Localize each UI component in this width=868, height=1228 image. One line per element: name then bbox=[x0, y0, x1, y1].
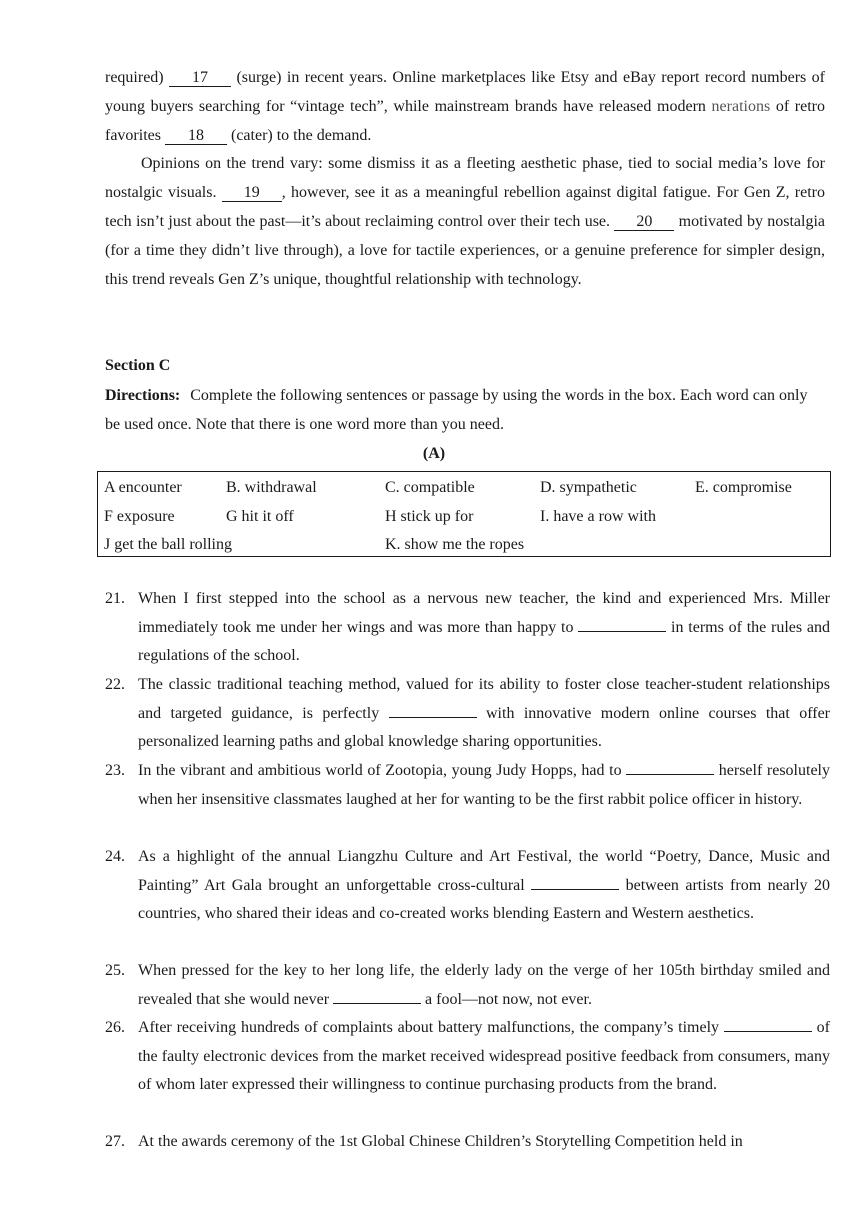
directions bbox=[105, 381, 825, 439]
word-option: E. compromise bbox=[695, 479, 792, 496]
question-24: 24. As a highlight of the annual Liangzhu Culture and Art Festival, the world “Poetry, Dance, Music and Painting” Art Gala brought an unforgettable cross-cultural between artists from nearly 20 countries, who shared their ideas and co-created works blending Eastern and Western aesthetics. bbox=[105, 848, 830, 922]
answer-blank[interactable] bbox=[578, 615, 666, 632]
word-option: J get the ball rolling bbox=[104, 536, 232, 553]
word-box bbox=[97, 471, 831, 557]
passage-paragraph-2: Opinions on the trend vary: some dismiss it as a fleeting aesthetic phase, tied to social media’s love for nostalgic visuals. 19 , however, see it as a meaningful rebellion against digital fatigue. For Gen Z, retro tech isn’t just about the past—it’s about reclaiming control over their tech use. 20 motivated by nostalgia (for a time they didn’t live through), a love for tactile experiences, or a genuine preference for simpler design, this trend reveals Gen Z’s unique, thoughtful relationship with technology. bbox=[105, 155, 826, 288]
word-option: C. compatible bbox=[385, 479, 475, 496]
question-22: 22. The classic traditional teaching method, valued for its ability to foster close teacher-student relationships and targeted guidance, is perfectly with innovative modern online courses that offer personalized learning paths and global knowledge sharing opportunities. bbox=[105, 676, 831, 750]
directions-text: Complete the following sentences or passage by using the words in the box. Each word can only be used once. Note that there is one word more than you need. bbox=[105, 387, 808, 433]
answer-blank[interactable] bbox=[531, 873, 619, 890]
answer-blank[interactable] bbox=[724, 1015, 812, 1032]
word-option: K. show me the ropes bbox=[385, 536, 525, 553]
question-27: 27. At the awards ceremony of the 1st Global Chinese Children’s Storytelling Competition held in bbox=[105, 1133, 743, 1150]
directions-label: Directions: bbox=[105, 387, 181, 404]
word-option: A encounter bbox=[104, 479, 182, 496]
question-26: 26. After receiving hundreds of complaints about battery malfunctions, the company’s timely of the faulty electronic devices from the market received widespread positive feedback from consumers, many of whom later expressed their willingness to continue purchasing products from the brand. bbox=[105, 1014, 830, 1100]
section-c-title: Section C bbox=[105, 357, 171, 374]
word-option: G hit it off bbox=[226, 508, 294, 525]
word-option: H stick up for bbox=[385, 508, 474, 525]
blank-20[interactable]: 20 bbox=[614, 214, 674, 231]
blank-19[interactable]: 19 bbox=[222, 185, 282, 202]
answer-blank[interactable] bbox=[333, 987, 421, 1004]
answer-blank[interactable] bbox=[389, 701, 477, 718]
word-option: B. withdrawal bbox=[226, 479, 317, 496]
word-option: F exposure bbox=[104, 508, 175, 525]
question-25: 25. When pressed for the key to her long life, the elderly lady on the verge of her 105th birthday smiled and revealed that she would never a fool—not now, not ever. bbox=[105, 962, 830, 1008]
passage-paragraph-1: required) 17 (surge) in recent years. Online marketplaces like Etsy and eBay report record numbers of young buyers searching for “vintage tech”, while mainstream brands have released modern nerations of retro favorites 18 (cater) to the demand. bbox=[105, 69, 826, 144]
word-option: D. sympathetic bbox=[540, 479, 637, 496]
question-21: 21. When I first stepped into the school as a nervous new teacher, the kind and experienced Mrs. Miller immediately took me under her wings and was more than happy to in terms of the rules and regulations of the school. bbox=[105, 590, 830, 664]
answer-blank[interactable] bbox=[626, 758, 714, 775]
word-option: I. have a row with bbox=[540, 508, 656, 525]
blank-17[interactable]: 17 bbox=[169, 70, 231, 87]
part-a-label: (A) bbox=[422, 445, 446, 462]
question-23: 23. In the vibrant and ambitious world of Zootopia, young Judy Hopps, had to herself resolutely when her insensitive classmates laughed at her for wanting to be the first rabbit police officer in history. bbox=[105, 757, 830, 814]
blank-18[interactable]: 18 bbox=[165, 128, 227, 145]
